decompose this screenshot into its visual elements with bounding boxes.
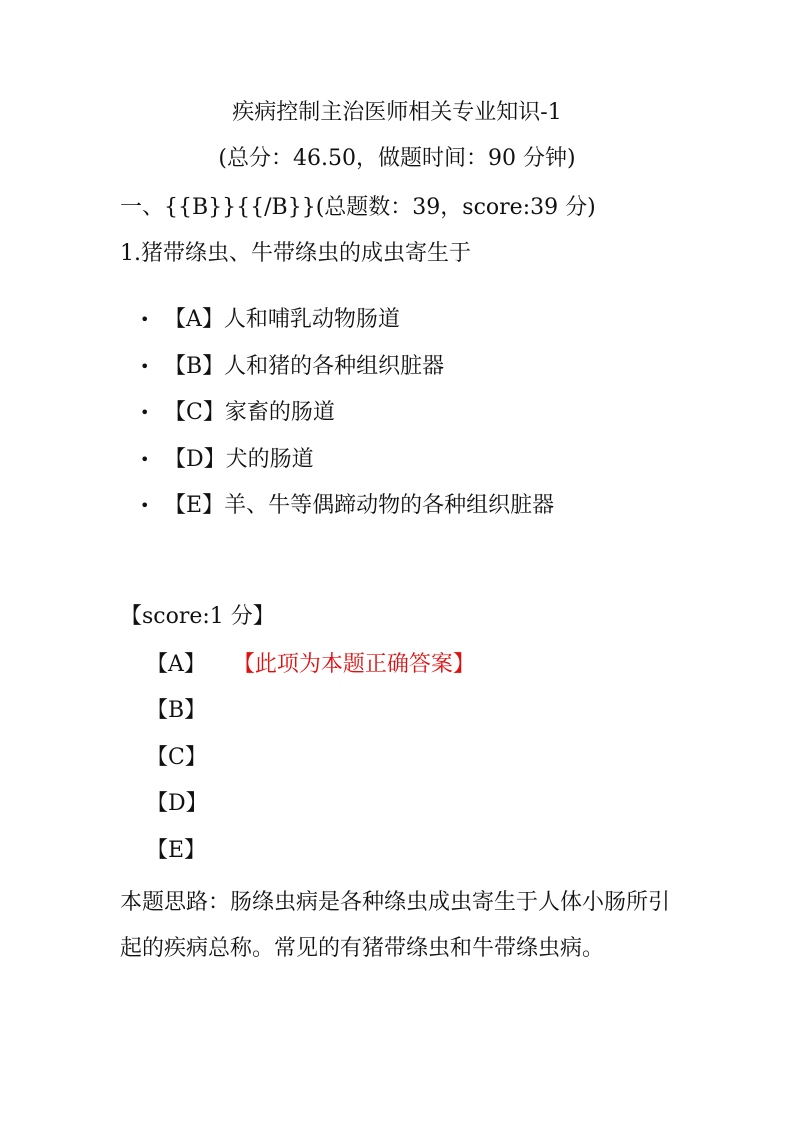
option-text: 羊、牛等偶蹄动物的各种组织脏器 — [224, 493, 555, 518]
option-text: 犬的肠道 — [225, 447, 314, 472]
answer-d — [146, 789, 208, 819]
answer-b — [146, 696, 206, 726]
section-header: 一、{{B}}{{/B}}(总题数：39，score:39 分) — [120, 195, 596, 220]
option-b — [140, 352, 444, 382]
score-label: 【score:1 分】 — [120, 604, 275, 629]
bullet-icon: • — [140, 450, 150, 469]
option-a — [140, 305, 400, 335]
option-text: 人和哺乳动物肠道 — [223, 307, 400, 332]
document-subtitle: (总分：46.50，做题时间：90 分钟) — [218, 146, 576, 171]
answer-explanation: 本题思路：肠绦虫病是各种绦虫成虫寄生于人体小肠所引起的疾病总称。常见的有猪带绦虫和牛带绦虫病。 — [120, 890, 671, 961]
option-d — [140, 445, 314, 475]
option-letter: 【D】 — [164, 447, 226, 472]
option-text: 人和猪的各种组织脏器 — [224, 354, 445, 379]
option-letter: 【A】 — [164, 307, 224, 332]
answer-letter: 【B】 — [146, 698, 207, 723]
answer-a — [146, 650, 475, 680]
bullet-icon: • — [140, 496, 150, 515]
bullet-icon: • — [140, 403, 150, 422]
correct-answer-mark: 【此项为本题正确答案】 — [243, 652, 475, 677]
option-letter: 【C】 — [164, 400, 225, 425]
question-text: 1.猪带绦虫、牛带绦虫的成虫寄生于 — [120, 241, 471, 266]
document-title: 疾病控制主治医师相关专业知识-1 — [232, 100, 562, 125]
answer-letter: 【C】 — [146, 745, 207, 770]
option-c — [140, 398, 335, 428]
answer-e — [146, 836, 206, 866]
option-letter: 【B】 — [164, 354, 225, 379]
option-text: 家畜的肠道 — [224, 400, 335, 425]
answer-letter: 【D】 — [146, 791, 208, 816]
option-letter: 【E】 — [164, 493, 225, 518]
answer-letter: 【A】 — [146, 652, 206, 677]
answer-letter: 【E】 — [146, 838, 207, 863]
bullet-icon: • — [140, 310, 150, 329]
option-e — [140, 491, 554, 521]
answer-c — [146, 743, 207, 773]
bullet-icon: • — [140, 357, 150, 376]
